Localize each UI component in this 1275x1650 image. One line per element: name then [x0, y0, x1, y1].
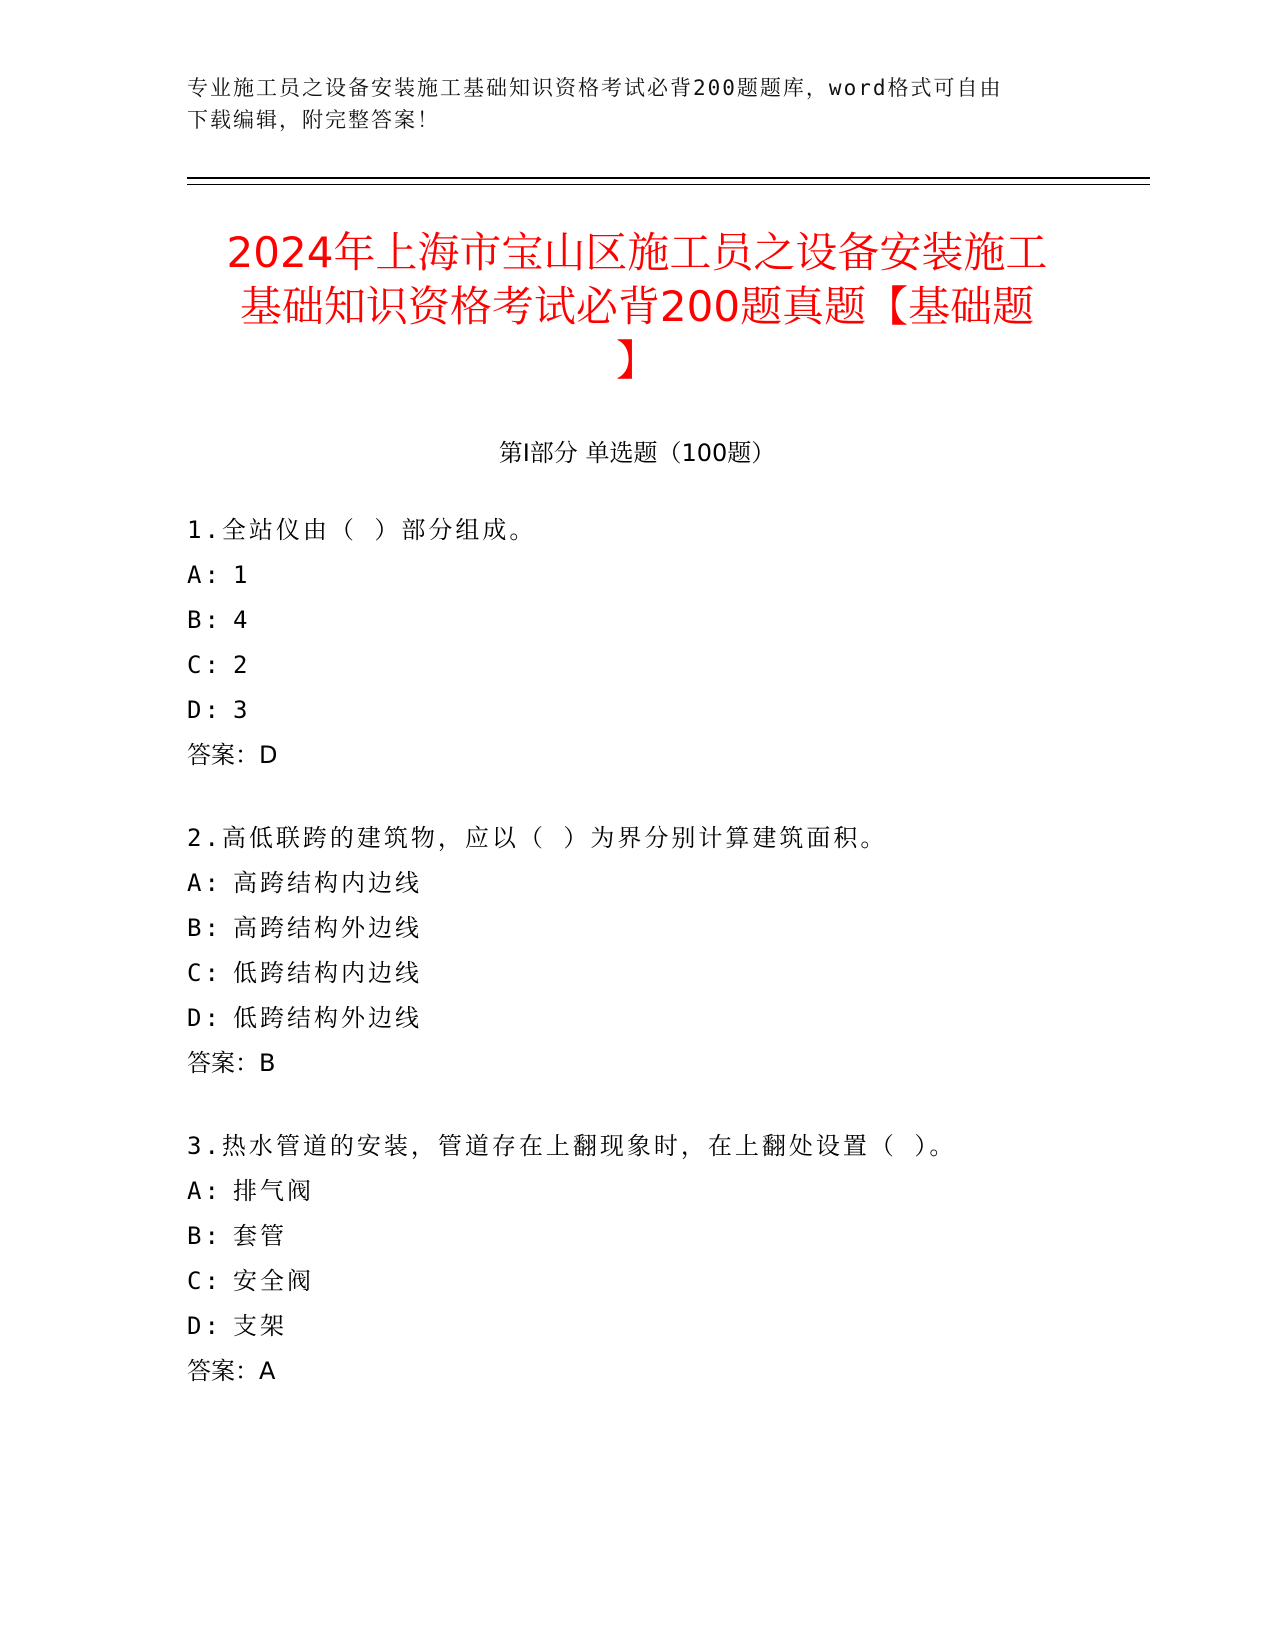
option-text: 安全阀: [233, 1267, 314, 1295]
option-letter: A:: [187, 561, 222, 589]
option-c: [187, 951, 1087, 996]
question-stem: 1.全站仪由（ ）部分组成。: [187, 516, 537, 544]
option-text: 套管: [233, 1222, 287, 1250]
option-text: 4: [233, 606, 251, 634]
header-divider-thin: [187, 184, 1150, 185]
option-letter: A:: [187, 1177, 222, 1205]
option-text: 1: [233, 561, 251, 589]
option-a: [187, 861, 1087, 906]
option-letter: D:: [187, 1312, 222, 1340]
document-title-line-2: 基础知识资格考试必背200题真题【基础题: [239, 282, 1035, 331]
option-a: [187, 553, 1087, 598]
section-title: 第I部分 单选题（100题）: [498, 439, 776, 467]
option-text: 支架: [233, 1312, 287, 1340]
option-d: [187, 1304, 1087, 1349]
option-text: 3: [233, 696, 251, 724]
option-letter: A:: [187, 869, 222, 897]
header-note: [187, 72, 1087, 136]
document-title-line-1: 2024年上海市宝山区施工员之设备安装施工: [226, 228, 1048, 277]
option-a: [187, 1169, 1087, 1214]
option-text: 高跨结构外边线: [233, 914, 422, 942]
option-letter: B:: [187, 914, 222, 942]
option-d: [187, 996, 1087, 1041]
question-stem: 2.高低联跨的建筑物，应以（ ）为界分别计算建筑面积。: [187, 824, 888, 852]
option-letter: C:: [187, 1267, 222, 1295]
option-text: 低跨结构内边线: [233, 959, 422, 987]
question-3: [187, 1124, 1087, 1394]
option-letter: B:: [187, 606, 222, 634]
option-b: [187, 906, 1087, 951]
option-text: 高跨结构内边线: [233, 869, 422, 897]
option-text: 2: [233, 651, 251, 679]
option-letter: C:: [187, 959, 222, 987]
option-text: 低跨结构外边线: [233, 1004, 422, 1032]
answer: 答案：D: [187, 741, 278, 769]
option-c: [187, 643, 1087, 688]
question-stem: 3.热水管道的安装，管道存在上翻现象时，在上翻处设置（ ）。: [187, 1132, 957, 1160]
option-letter: C:: [187, 651, 222, 679]
option-c: [187, 1259, 1087, 1304]
document-title: [187, 226, 1087, 388]
option-letter: B:: [187, 1222, 222, 1250]
document-title-line-3: 】: [615, 336, 658, 385]
answer: 答案：B: [187, 1049, 276, 1077]
header-note-line-2: 下载编辑，附完整答案！: [187, 108, 440, 132]
option-letter: D:: [187, 696, 222, 724]
question-1: [187, 508, 1087, 778]
option-letter: D:: [187, 1004, 222, 1032]
header-note-line-1: 专业施工员之设备安装施工基础知识资格考试必背200题题库，word格式可自由: [187, 76, 1003, 100]
question-2: [187, 816, 1087, 1086]
option-b: [187, 1214, 1087, 1259]
option-text: 排气阀: [233, 1177, 314, 1205]
option-b: [187, 598, 1087, 643]
answer: 答案：A: [187, 1357, 276, 1385]
option-d: [187, 688, 1087, 733]
header-divider-thick: [187, 177, 1150, 179]
